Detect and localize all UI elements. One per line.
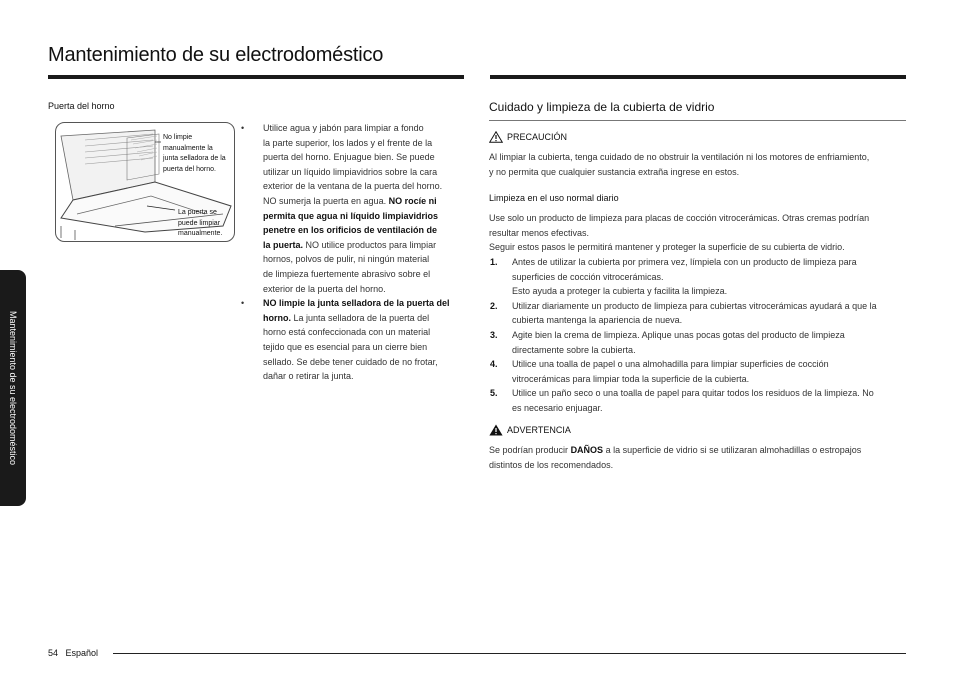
page-number: 54 <box>48 648 59 658</box>
warning-icon <box>489 424 503 436</box>
caution-header: PRECAUCIÓN <box>489 131 567 143</box>
oven-door-label: Puerta del horno <box>48 101 115 111</box>
title-rule-right <box>490 75 906 79</box>
title-rule-left <box>48 75 464 79</box>
step-5: 5. Utilice un paño seco o una toalla de papel para quitar todos los residuos de la limpieza. No es necesario enjuagar. <box>490 388 874 413</box>
warning-header: ADVERTENCIA <box>489 424 571 436</box>
step-4: 4. Utilice una toalla de papel o una almohadilla para limpiar superficies de cocción vitrocerámicas para limpiar toda la superficie de la cubierta. <box>490 359 829 384</box>
bullet-cleaning: • Utilice agua y jabón para limpiar a fondo la parte superior, los lados y el frente de la puerta del horno. Enjuague bien. Se puede utilizar un líquido limpiavidrios sobre la cara exterior de la ventana de la puerta del horno. NO sumerja la puerta en agua. NO rocíe ni permita que agua ni líquido limpiavidrios penetre en los orificios de ventilación de la puerta. NO utilice productos para limpiar hornos, polvos de pulir, ni ningún material de limpieza fuertemente abrasivo sobre el exterior de la puerta del horno. <box>238 121 464 296</box>
oven-door-bullets <box>238 121 464 384</box>
bullet-seal: • NO limpie la junta selladora de la puerta del horno. La junta selladora de la puerta del horno está confeccionada con un material tejido que es esencial para un cierre bien sellado. Se debe tener cuidado de no frotar, dañar o retirar la junta. <box>238 296 464 384</box>
cleaning-steps <box>489 255 905 416</box>
caution-text: Al limpiar la cubierta, tenga cuidado de no obstruir la ventilación ni los motores de enfriamiento, y no permita que cualquier sustancia extraña ingrese en estos. <box>489 152 870 177</box>
daily-cleaning-intro: Use solo un producto de limpieza para placas de cocción vitrocerámicas. Otras cremas podrían resultar menos efectivas. Seguir estos pasos le permitirá mantener y proteger la superficie de su cubierta de vidrio. <box>489 213 870 253</box>
page-language: Español <box>65 648 99 658</box>
step-3: 3. Agite bien la crema de limpieza. Aplique unas pocas gotas del producto de limpieza directamente sobre la cubierta. <box>490 329 845 355</box>
callout-seal: No limpie manualmente la junta selladora de la puerta del horno. <box>163 134 226 173</box>
step-2: 2. Utilizar diariamente un producto de limpieza para cubiertas vitrocerámicas ayudará a que la cubierta mantenga la apariencia de nueva. <box>490 300 877 326</box>
footer-rule <box>113 653 906 654</box>
warning-text: Se podrían producir DAÑOS a la superficie de vidrio si se utilizaran almohadillas o estropajos distintos de los recomendados. <box>489 445 862 470</box>
side-section-tab <box>0 270 26 506</box>
heading-rule <box>489 120 906 121</box>
glass-cooktop-heading: Cuidado y limpieza de la cubierta de vidrio <box>489 100 715 114</box>
caution-icon <box>489 131 503 143</box>
daily-cleaning-label: Limpieza en el uso normal diario <box>489 193 619 203</box>
callout-door: La puerta se puede limpiar manualmente. <box>178 209 223 237</box>
page-title: Mantenimiento de su electrodoméstico <box>48 44 384 66</box>
side-tab-label: Mantenimiento de su electrodoméstico <box>8 310 18 466</box>
step-1: 1. Antes de utilizar la cubierta por primera vez, límpiela con un producto de limpieza para superficies de cocción vitrocerámicas. Esto ayuda a proteger la cubierta y facilita la limpieza. <box>490 257 857 297</box>
page-footer <box>48 648 98 658</box>
